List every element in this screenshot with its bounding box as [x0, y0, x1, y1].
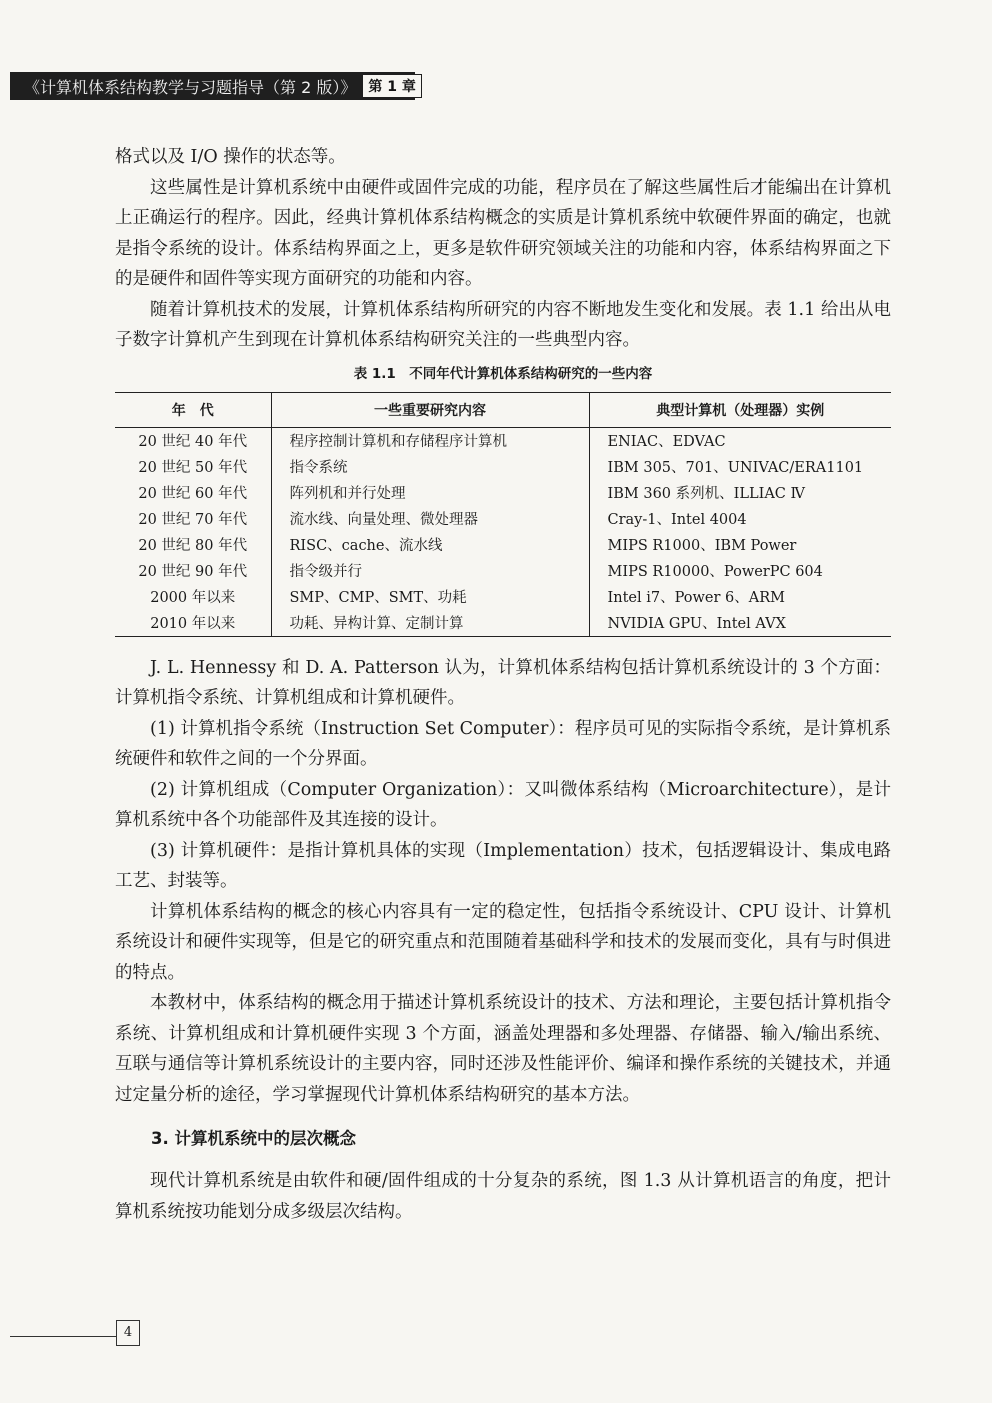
cell-research: SMP、CMP、SMT、功耗 [271, 584, 589, 610]
paragraph: 随着计算机技术的发展，计算机体系结构所研究的内容不断地发生变化和发展。表 1.1 给出从电子数字计算机产生到现在计算机体系结构研究关注的一些典型内容。 [115, 299, 891, 350]
cell-example: NVIDIA GPU、Intel AVX [607, 616, 786, 632]
cell-era: 20 世纪 70 年代 [138, 512, 248, 528]
chapter-label: 第 1 章 [362, 74, 422, 98]
table-row [115, 480, 891, 506]
col-header-examples: 典型计算机（处理器）实例 [589, 392, 891, 427]
cell-era: 20 世纪 90 年代 [138, 564, 248, 580]
cell-example: IBM 360 系列机、ILLIAC Ⅳ [607, 486, 805, 502]
cell-research: 功耗、异构计算、定制计算 [271, 610, 589, 637]
col-header-research: 一些重要研究内容 [271, 392, 589, 427]
cell-research: 阵列机和并行处理 [271, 480, 589, 506]
cell-example: IBM 305、701、UNIVAC/ERA1101 [607, 460, 864, 476]
paragraph: 本教材中，体系结构的概念用于描述计算机系统设计的技术、方法和理论，主要包括计算机指令系统、计算机组成和计算机硬件实现 3 个方面，涵盖处理器和多处理器、存储器、输入/输出系统、互联与通信等计算机系统设计的主要内容，同时还涉及性能评价、编译和操作系统的关键技术，并通过定量分析的途径，学习掌握现代计算机体系结构研究的基本方法。 [115, 993, 891, 1105]
table-1-1 [115, 362, 891, 637]
cell-example: Intel i7、Power 6、ARM [607, 590, 785, 606]
col-header-era: 年 代 [115, 392, 271, 427]
section-heading: 3. 计算机系统中的层次概念 [151, 1129, 356, 1148]
cell-era: 2010 年以来 [150, 616, 236, 632]
paragraph: 现代计算机系统是由软件和硬/固件组成的十分复杂的系统，图 1.3 从计算机语言的角度，把计算机系统按功能划分成多级层次结构。 [115, 1171, 891, 1222]
paragraph: 计算机体系结构的概念的核心内容具有一定的稳定性，包括指令系统设计、CPU 设计、计算机系统设计和硬件实现等，但是它的研究重点和范围随着基础科学和技术的发展而变化，具有与时俱进的特点。 [115, 901, 891, 983]
cell-research: 程序控制计算机和存储程序计算机 [271, 427, 589, 454]
table-row [115, 427, 891, 454]
paragraph: J. L. Hennessy 和 D. A. Patterson 认为，计算机体系结构包括计算机系统设计的 3 个方面：计算机指令系统、计算机组成和计算机硬件。 [115, 657, 891, 708]
cell-example: MIPS R1000、IBM Power [607, 538, 797, 554]
cell-research: RISC、cache、流水线 [271, 532, 589, 558]
era-table [115, 392, 891, 637]
list-item: (1) 计算机指令系统（Instruction Set Computer）：程序员可见的实际指令系统，是计算机系统硬件和软件之间的一个分界面。 [115, 718, 891, 769]
cell-era: 20 世纪 60 年代 [138, 486, 248, 502]
cell-research: 指令系统 [271, 454, 589, 480]
table-row [115, 610, 891, 637]
running-header [10, 72, 415, 100]
cell-example: MIPS R10000、PowerPC 604 [607, 564, 823, 580]
table-caption: 表 1.1 不同年代计算机体系结构研究的一些内容 [353, 365, 653, 382]
cell-era: 20 世纪 80 年代 [138, 538, 248, 554]
cell-research: 流水线、向量处理、微处理器 [271, 506, 589, 532]
table-row [115, 454, 891, 480]
table-row [115, 558, 891, 584]
table-row [115, 506, 891, 532]
cell-example: Cray-1、Intel 4004 [607, 512, 747, 528]
table-row [115, 584, 891, 610]
paragraph: 这些属性是计算机系统中由硬件或固件完成的功能，程序员在了解这些属性后才能编出在计算机上正确运行的程序。因此，经典计算机体系结构概念的实质是计算机系统中软硬件界面的确定，也就是指令系统的设计。体系结构界面之上，更多是软件研究领域关注的功能和内容，体系结构界面之下的是硬件和固件等实现方面研究的功能和内容。 [115, 177, 891, 289]
page-body [115, 142, 891, 1227]
list-item: (2) 计算机组成（Computer Organization）：又叫微体系结构（Microarchitecture），是计算机系统中各个功能部件及其连接的设计。 [115, 779, 891, 830]
page-number: 4 [116, 1320, 140, 1346]
cell-era: 20 世纪 50 年代 [138, 460, 248, 476]
cell-era: 20 世纪 40 年代 [138, 434, 248, 450]
footer-rule [10, 1336, 117, 1337]
list-item: (3) 计算机硬件：是指计算机具体的实现（Implementation）技术，包括逻辑设计、集成电路工艺、封装等。 [115, 840, 891, 891]
cell-era: 2000 年以来 [150, 590, 236, 606]
book-title: 《计算机体系结构教学与习题指导（第 2 版）》 [24, 77, 357, 97]
cell-research: 指令级并行 [271, 558, 589, 584]
table-row [115, 532, 891, 558]
cell-example: ENIAC、EDVAC [607, 434, 726, 450]
paragraph: 格式以及 I/O 操作的状态等。 [115, 147, 346, 167]
table-header-row [115, 392, 891, 427]
